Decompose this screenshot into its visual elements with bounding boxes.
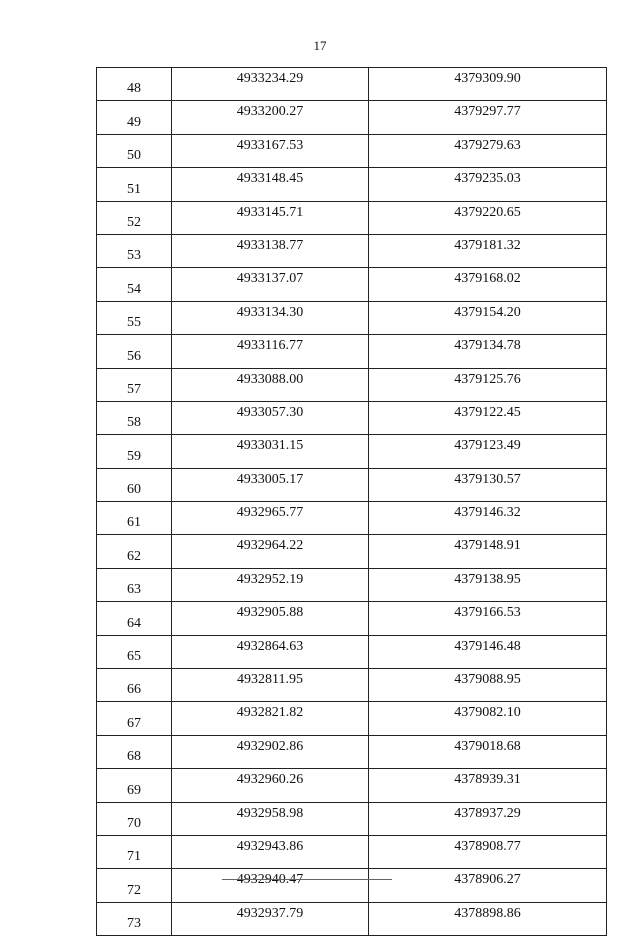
point-number-cell: 55 <box>97 301 172 334</box>
point-number-cell: 58 <box>97 401 172 434</box>
page-number: 17 <box>313 38 327 53</box>
table-row <box>97 802 607 835</box>
x-coordinate-cell: 4933167.53 <box>172 134 369 167</box>
y-coordinate-cell: 4379279.63 <box>369 134 607 167</box>
x-coordinate-cell: 4932905.88 <box>172 602 369 635</box>
table-row <box>97 401 607 434</box>
table-row <box>97 669 607 702</box>
x-coordinate-cell: 4932902.86 <box>172 735 369 768</box>
x-coordinate-cell: 4933148.45 <box>172 168 369 201</box>
x-coordinate-cell: 4933088.00 <box>172 368 369 401</box>
y-coordinate-cell: 4378898.86 <box>369 902 607 935</box>
point-number-cell: 49 <box>97 101 172 134</box>
table-row <box>97 869 607 902</box>
point-number-cell: 54 <box>97 268 172 301</box>
table-row <box>97 134 607 167</box>
x-coordinate-cell: 4933145.71 <box>172 201 369 234</box>
point-number-cell: 57 <box>97 368 172 401</box>
point-number-cell: 70 <box>97 802 172 835</box>
y-coordinate-cell: 4379082.10 <box>369 702 607 735</box>
x-coordinate-cell: 4933200.27 <box>172 101 369 134</box>
y-coordinate-cell: 4379088.95 <box>369 669 607 702</box>
point-number-cell: 59 <box>97 435 172 468</box>
table-row <box>97 602 607 635</box>
point-number-cell: 60 <box>97 468 172 501</box>
point-number-cell: 53 <box>97 234 172 267</box>
y-coordinate-cell: 4379297.77 <box>369 101 607 134</box>
y-coordinate-cell: 4379146.32 <box>369 502 607 535</box>
table-row <box>97 502 607 535</box>
point-number-cell: 67 <box>97 702 172 735</box>
table-row <box>97 301 607 334</box>
table-row <box>97 268 607 301</box>
x-coordinate-cell: 4933116.77 <box>172 335 369 368</box>
x-coordinate-cell: 4932821.82 <box>172 702 369 735</box>
table-row <box>97 568 607 601</box>
y-coordinate-cell: 4378906.27 <box>369 869 607 902</box>
x-coordinate-cell: 4932958.98 <box>172 802 369 835</box>
y-coordinate-cell: 4379138.95 <box>369 568 607 601</box>
table-row <box>97 168 607 201</box>
y-coordinate-cell: 4379220.65 <box>369 201 607 234</box>
point-number-cell: 51 <box>97 168 172 201</box>
point-number-cell: 65 <box>97 635 172 668</box>
point-number-cell: 66 <box>97 669 172 702</box>
x-coordinate-cell: 4933057.30 <box>172 401 369 434</box>
table-row <box>97 68 607 101</box>
y-coordinate-cell: 4378908.77 <box>369 835 607 868</box>
y-coordinate-cell: 4379125.76 <box>369 368 607 401</box>
y-coordinate-cell: 4379018.68 <box>369 735 607 768</box>
table-row <box>97 702 607 735</box>
table-row <box>97 468 607 501</box>
table-row <box>97 234 607 267</box>
x-coordinate-cell: 4933031.15 <box>172 435 369 468</box>
y-coordinate-cell: 4379154.20 <box>369 301 607 334</box>
x-coordinate-cell: 4933137.07 <box>172 268 369 301</box>
x-coordinate-cell: 4932965.77 <box>172 502 369 535</box>
coordinates-table <box>96 67 607 936</box>
point-number-cell: 63 <box>97 568 172 601</box>
x-coordinate-cell: 4933234.29 <box>172 68 369 101</box>
y-coordinate-cell: 4379123.49 <box>369 435 607 468</box>
coordinates-table-body <box>97 68 607 936</box>
point-number-cell: 64 <box>97 602 172 635</box>
x-coordinate-cell: 4933005.17 <box>172 468 369 501</box>
point-number-cell: 62 <box>97 535 172 568</box>
point-number-cell: 69 <box>97 769 172 802</box>
y-coordinate-cell: 4379168.02 <box>369 268 607 301</box>
x-coordinate-cell: 4932811.95 <box>172 669 369 702</box>
y-coordinate-cell: 4379235.03 <box>369 168 607 201</box>
x-coordinate-cell: 4932943.86 <box>172 835 369 868</box>
x-coordinate-cell: 4932964.22 <box>172 535 369 568</box>
y-coordinate-cell: 4379309.90 <box>369 68 607 101</box>
x-coordinate-cell: 4933134.30 <box>172 301 369 334</box>
table-row <box>97 201 607 234</box>
table-row <box>97 368 607 401</box>
point-number-cell: 73 <box>97 902 172 935</box>
point-number-cell: 48 <box>97 68 172 101</box>
table-row <box>97 335 607 368</box>
point-number-cell: 52 <box>97 201 172 234</box>
y-coordinate-cell: 4379181.32 <box>369 234 607 267</box>
x-coordinate-cell: 4932940.47 <box>172 869 369 902</box>
point-number-cell: 72 <box>97 869 172 902</box>
x-coordinate-cell: 4932960.26 <box>172 769 369 802</box>
table-row <box>97 902 607 935</box>
y-coordinate-cell: 4378937.29 <box>369 802 607 835</box>
x-coordinate-cell: 4932937.79 <box>172 902 369 935</box>
y-coordinate-cell: 4379146.48 <box>369 635 607 668</box>
point-number-cell: 61 <box>97 502 172 535</box>
table-row <box>97 735 607 768</box>
point-number-cell: 56 <box>97 335 172 368</box>
table-row <box>97 835 607 868</box>
table-row <box>97 101 607 134</box>
x-coordinate-cell: 4933138.77 <box>172 234 369 267</box>
y-coordinate-cell: 4379148.91 <box>369 535 607 568</box>
point-number-cell: 50 <box>97 134 172 167</box>
x-coordinate-cell: 4932864.63 <box>172 635 369 668</box>
y-coordinate-cell: 4378939.31 <box>369 769 607 802</box>
point-number-cell: 68 <box>97 735 172 768</box>
y-coordinate-cell: 4379130.57 <box>369 468 607 501</box>
table-row <box>97 435 607 468</box>
y-coordinate-cell: 4379166.53 <box>369 602 607 635</box>
table-row <box>97 769 607 802</box>
y-coordinate-cell: 4379134.78 <box>369 335 607 368</box>
y-coordinate-cell: 4379122.45 <box>369 401 607 434</box>
point-number-cell: 71 <box>97 835 172 868</box>
x-coordinate-cell: 4932952.19 <box>172 568 369 601</box>
footer-divider <box>222 879 392 880</box>
table-row <box>97 535 607 568</box>
table-row <box>97 635 607 668</box>
